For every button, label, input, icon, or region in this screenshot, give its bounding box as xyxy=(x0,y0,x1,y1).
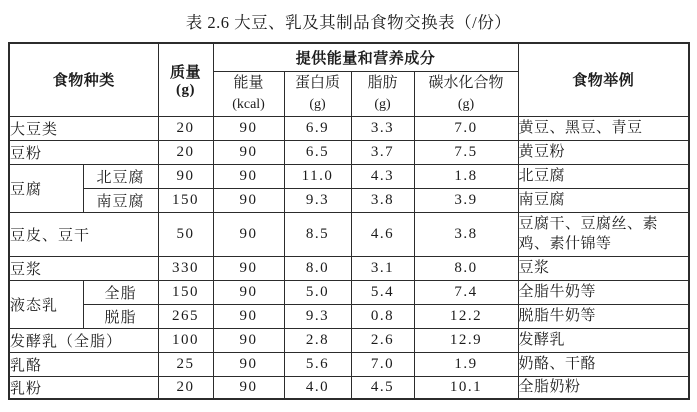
header-food-type: 食物种类 xyxy=(9,43,158,116)
food-label-cell: 大豆类 xyxy=(9,116,158,140)
header-fat-unit: (g) xyxy=(374,96,391,112)
energy-cell: 90 xyxy=(213,116,284,140)
energy-cell: 90 xyxy=(213,352,284,376)
protein-cell: 5.6 xyxy=(284,352,351,376)
table-row xyxy=(9,256,689,280)
mass-cell: 20 xyxy=(158,376,213,399)
energy-cell: 90 xyxy=(213,304,284,328)
header-examples: 食物举例 xyxy=(518,43,689,116)
table-row xyxy=(9,188,689,212)
food-label-cell: 发酵乳（全脂） xyxy=(9,328,158,352)
food-group-cell: 豆腐 xyxy=(9,164,83,212)
fat-cell: 2.6 xyxy=(351,328,414,352)
mass-cell: 330 xyxy=(158,256,213,280)
fat-cell: 3.8 xyxy=(351,188,414,212)
energy-cell: 90 xyxy=(213,328,284,352)
fat-cell: 4.3 xyxy=(351,164,414,188)
table-row xyxy=(9,140,689,164)
food-label-cell: 豆皮、豆干 xyxy=(9,212,158,256)
mass-cell: 150 xyxy=(158,188,213,212)
protein-cell: 4.0 xyxy=(284,376,351,399)
header-fat-label: 脂肪 xyxy=(367,74,398,91)
protein-cell: 9.3 xyxy=(284,304,351,328)
carbs-cell: 7.4 xyxy=(414,280,518,304)
protein-cell: 11.0 xyxy=(284,164,351,188)
food-group-cell: 液态乳 xyxy=(9,280,83,328)
header-mass-unit: (g) xyxy=(176,81,196,98)
carbs-cell: 10.1 xyxy=(414,376,518,399)
food-sub-cell: 全脂 xyxy=(83,280,158,304)
carbs-cell: 8.0 xyxy=(414,256,518,280)
header-energy-label: 能量 xyxy=(233,74,264,91)
fat-cell: 7.0 xyxy=(351,352,414,376)
header-energy-unit: (kcal) xyxy=(232,96,265,112)
examples-cell: 全脂牛奶等 xyxy=(518,280,689,304)
header-row-group xyxy=(9,43,689,71)
examples-cell: 脱脂牛奶等 xyxy=(518,304,689,328)
examples-cell: 全脂奶粉 xyxy=(518,376,689,399)
mass-cell: 25 xyxy=(158,352,213,376)
fat-cell: 3.7 xyxy=(351,140,414,164)
header-carbs-label: 碳水化合物 xyxy=(428,74,504,91)
examples-cell: 北豆腐 xyxy=(518,164,689,188)
examples-cell: 豆腐干、豆腐丝、素鸡、素什锦等 xyxy=(518,212,689,256)
carbs-cell: 1.9 xyxy=(414,352,518,376)
energy-cell: 90 xyxy=(213,140,284,164)
header-energy xyxy=(213,71,284,116)
examples-cell: 奶酪、干酪 xyxy=(518,352,689,376)
table-row xyxy=(9,304,689,328)
protein-cell: 6.9 xyxy=(284,116,351,140)
fat-cell: 5.4 xyxy=(351,280,414,304)
carbs-cell: 3.8 xyxy=(414,212,518,256)
food-label-cell: 豆粉 xyxy=(9,140,158,164)
protein-cell: 5.0 xyxy=(284,280,351,304)
header-nutrition-group: 提供能量和营养成分 xyxy=(213,43,518,71)
header-protein-unit: (g) xyxy=(309,96,326,112)
energy-cell: 90 xyxy=(213,280,284,304)
mass-cell: 90 xyxy=(158,164,213,188)
fat-cell: 3.1 xyxy=(351,256,414,280)
table-row xyxy=(9,376,689,399)
table-row xyxy=(9,164,689,188)
table-row xyxy=(9,116,689,140)
mass-cell: 20 xyxy=(158,140,213,164)
carbs-cell: 3.9 xyxy=(414,188,518,212)
carbs-cell: 12.9 xyxy=(414,328,518,352)
energy-cell: 90 xyxy=(213,212,284,256)
energy-cell: 90 xyxy=(213,188,284,212)
table-title: 表 2.6 大豆、乳及其制品食物交换表（/份） xyxy=(185,13,512,32)
header-protein xyxy=(284,71,351,116)
mass-cell: 20 xyxy=(158,116,213,140)
header-protein-label: 蛋白质 xyxy=(295,74,341,91)
carbs-cell: 12.2 xyxy=(414,304,518,328)
protein-cell: 8.0 xyxy=(284,256,351,280)
carbs-cell: 7.5 xyxy=(414,140,518,164)
table-row xyxy=(9,280,689,304)
examples-cell: 豆浆 xyxy=(518,256,689,280)
food-label-cell: 乳酪 xyxy=(9,352,158,376)
food-sub-cell: 北豆腐 xyxy=(83,164,158,188)
examples-cell: 黄豆粉 xyxy=(518,140,689,164)
mass-cell: 265 xyxy=(158,304,213,328)
carbs-cell: 7.0 xyxy=(414,116,518,140)
protein-cell: 2.8 xyxy=(284,328,351,352)
examples-cell: 南豆腐 xyxy=(518,188,689,212)
mass-cell: 50 xyxy=(158,212,213,256)
food-sub-cell: 南豆腐 xyxy=(83,188,158,212)
fat-cell: 4.5 xyxy=(351,376,414,399)
header-mass xyxy=(158,43,213,116)
energy-cell: 90 xyxy=(213,164,284,188)
protein-cell: 9.3 xyxy=(284,188,351,212)
energy-cell: 90 xyxy=(213,256,284,280)
fat-cell: 4.6 xyxy=(351,212,414,256)
mass-cell: 100 xyxy=(158,328,213,352)
header-mass-label: 质量 xyxy=(170,64,202,81)
food-sub-cell: 脱脂 xyxy=(83,304,158,328)
fat-cell: 3.3 xyxy=(351,116,414,140)
food-label-cell: 乳粉 xyxy=(9,376,158,399)
food-exchange-table xyxy=(8,42,690,400)
header-fat xyxy=(351,71,414,116)
carbs-cell: 1.8 xyxy=(414,164,518,188)
table-row xyxy=(9,212,689,256)
mass-cell: 150 xyxy=(158,280,213,304)
table-row xyxy=(9,352,689,376)
header-carbs-unit: (g) xyxy=(457,96,475,112)
fat-cell: 0.8 xyxy=(351,304,414,328)
examples-cell: 发酵乳 xyxy=(518,328,689,352)
energy-cell: 90 xyxy=(213,376,284,399)
table-row xyxy=(9,328,689,352)
protein-cell: 6.5 xyxy=(284,140,351,164)
food-label-cell: 豆浆 xyxy=(9,256,158,280)
protein-cell: 8.5 xyxy=(284,212,351,256)
header-carbs xyxy=(414,71,518,116)
examples-cell: 黄豆、黑豆、青豆 xyxy=(518,116,689,140)
